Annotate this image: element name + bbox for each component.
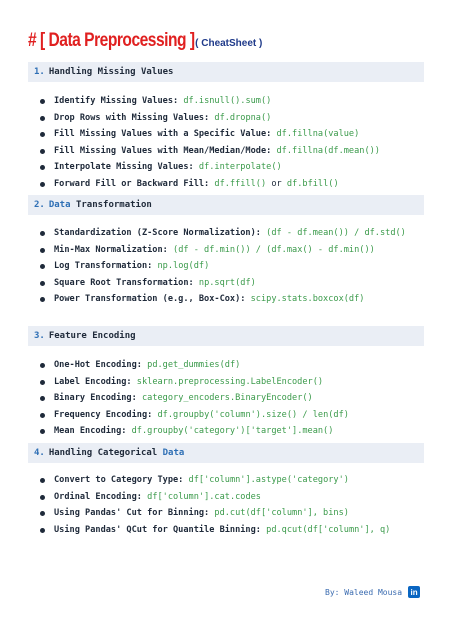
section-title: Handling Missing Values [48,67,174,77]
list-item: Ordinal Encoding: df['column'].cat.codes [40,489,430,506]
list-item: Identify Missing Values: df.isnull().sum() [40,93,430,110]
section-header-categorical-data: 4. Handling Categorical Data [28,443,424,463]
list-item: Min-Max Normalization: (df - df.min()) / (df.max() - df.min()) [40,242,430,259]
section-number: 4. [34,448,45,458]
list-item: Fill Missing Values with Mean/Median/Mode: df.fillna(df.mean()) [40,143,430,160]
section-title: Transformation [70,200,152,210]
list-item: Square Root Transformation: np.sqrt(df) [40,275,430,292]
list-item: Interpolate Missing Values: df.interpolate() [40,159,430,176]
list-item: Drop Rows with Missing Values: df.dropna() [40,110,430,127]
list-item: One-Hot Encoding: pd.get_dummies(df) [40,357,430,374]
section-number: 1. [34,67,45,77]
title-subtitle: ( CheatSheet ) [195,38,263,49]
list-item: Forward Fill or Backward Fill: df.ffill() or df.bfill() [40,176,430,193]
author-footer [325,586,420,598]
list-missing-values [40,93,430,192]
section-header-data-transformation: 2. Data Transformation [28,195,424,215]
list-categorical-data [40,472,430,538]
list-item: Fill Missing Values with a Specific Value: df.fillna(value) [40,126,430,143]
linkedin-icon[interactable]: in [408,586,420,598]
list-item: Label Encoding: sklearn.preprocessing.LabelEncoder() [40,374,430,391]
section-title: Feature Encoding [48,331,136,341]
page-title [28,30,262,54]
title-main: # [ Data Preprocessing ] [28,30,195,51]
list-feature-encoding [40,357,430,440]
list-item: Mean Encoding: df.groupby('category')['target'].mean() [40,423,430,440]
section-header-feature-encoding [28,326,424,346]
list-item: Power Transformation (e.g., Box-Cox): scipy.stats.boxcox(df) [40,291,430,308]
author-credit: By: Waleed Mousa [325,587,403,597]
list-item: Standardization (Z-Score Normalization): (df - df.mean()) / df.std() [40,225,414,242]
list-item: Frequency Encoding: df.groupby('column').size() / len(df) [40,407,430,424]
section-title: Handling Categorical [48,448,163,458]
section-header-missing-values [28,62,424,82]
list-item: Using Pandas' QCut for Quantile Binning: pd.qcut(df['column'], q) [40,522,430,539]
list-item: Using Pandas' Cut for Binning: pd.cut(df['column'], bins) [40,505,430,522]
list-item: Convert to Category Type: df['column'].astype('category') [40,472,430,489]
list-item: Log Transformation: np.log(df) [40,258,430,275]
list-data-transformation [40,225,430,308]
list-item: Binary Encoding: category_encoders.BinaryEncoder() [40,390,430,407]
section-number: 3. [34,331,45,341]
section-number: 2. [34,200,45,210]
